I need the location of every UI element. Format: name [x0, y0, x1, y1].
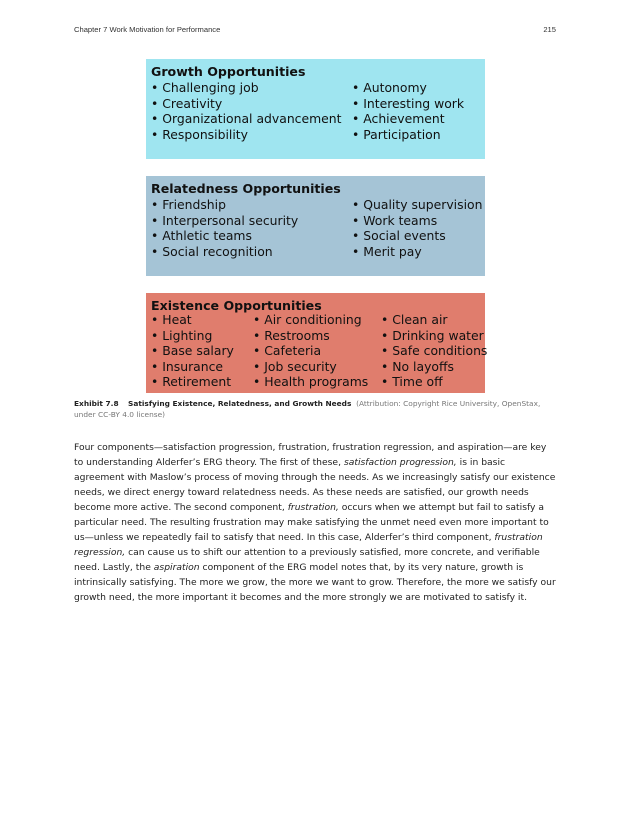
list-item: • Creativity — [151, 96, 342, 112]
emphasis-term: frustration regression, — [74, 532, 543, 558]
caption-title: Satisfying Existence, Relatedness, and Growth Needs — [128, 399, 352, 408]
list-item: • Lighting — [151, 328, 234, 344]
list-item: • Air conditioning — [253, 312, 368, 328]
list-item: • Time off — [381, 374, 487, 390]
list-item: • Merit pay — [352, 244, 482, 260]
existence-opportunities-box — [146, 293, 488, 393]
list-item: • Organizational advancement — [151, 111, 342, 127]
list-item: • Safe conditions — [381, 343, 487, 359]
text-run: occurs when we attempt but fail to satisfy a particular need. The resulting frustration may make satisfying the unmet need even more important to us—unless we repeatedly fail to satisfy that need. In this case, Alderfer’s third component, — [74, 502, 549, 543]
relatedness-list-col2 — [352, 197, 482, 259]
growth-opportunities-box — [146, 59, 485, 159]
text-run: Four components—satisfaction progression, frustration, frustration regression, and aspiration—are key to understanding Alderfer’s ERG theory. The first of these, — [74, 442, 547, 468]
list-item: • Responsibility — [151, 127, 342, 143]
list-item: • Heat — [151, 312, 234, 328]
chapter-title: Chapter 7 Work Motivation for Performance — [74, 25, 221, 34]
relatedness-opportunities-box — [146, 176, 485, 276]
list-item: • Cafeteria — [253, 343, 368, 359]
growth-list-col2 — [352, 80, 464, 142]
caption-label: Exhibit 7.8 — [74, 399, 119, 408]
list-item: • Athletic teams — [151, 228, 298, 244]
list-item: • Insurance — [151, 359, 234, 375]
page-number: 215 — [543, 25, 556, 34]
existence-list-col1 — [151, 312, 234, 390]
existence-list-col2 — [253, 312, 368, 390]
text-run: is in basic agreement with Maslow’s process of moving through the needs. As we increasingly satisfy our existence needs, we direct energy toward relatedness needs. As these needs are satisfied, our growth needs become more active. The second component, — [74, 457, 556, 513]
list-item: • Interesting work — [352, 96, 464, 112]
list-item: • Health programs — [253, 374, 368, 390]
list-item: • Clean air — [381, 312, 487, 328]
list-item: • Friendship — [151, 197, 298, 213]
emphasis-term: aspiration — [153, 562, 200, 573]
box-title: Growth Opportunities — [151, 64, 306, 79]
growth-list-col1 — [151, 80, 342, 142]
text-run: component of the ERG model notes that, by its very nature, growth is intrinsically satisfying. The more we grow, the more we want to grow. Therefore, the more we satisfy our growth need, the more important it becomes and the more strongly we are motivated to satisfy it. — [74, 562, 556, 603]
list-item: • Job security — [253, 359, 368, 375]
list-item: • Social recognition — [151, 244, 298, 260]
list-item: • Social events — [352, 228, 482, 244]
emphasis-term: frustration, — [287, 502, 339, 513]
list-item: • Work teams — [352, 213, 482, 229]
list-item: • Base salary — [151, 343, 234, 359]
list-item: • Challenging job — [151, 80, 342, 96]
body-paragraph — [74, 440, 556, 605]
caption-attribution: (Attribution: Copyright Rice University, OpenStax, under CC-BY 4.0 license) — [74, 399, 541, 419]
list-item: • Restrooms — [253, 328, 368, 344]
exhibit-caption — [74, 398, 556, 420]
box-title: Existence Opportunities — [151, 298, 322, 313]
list-item: • Quality supervision — [352, 197, 482, 213]
list-item: • Interpersonal security — [151, 213, 298, 229]
text-run: can cause us to shift our attention to a previously satisfied, more concrete, and verifiable need. Lastly, the — [74, 547, 540, 573]
existence-list-col3 — [381, 312, 487, 390]
relatedness-list-col1 — [151, 197, 298, 259]
list-item: • No layoffs — [381, 359, 487, 375]
list-item: • Achievement — [352, 111, 464, 127]
list-item: • Retirement — [151, 374, 234, 390]
paragraph — [74, 440, 556, 605]
list-item: • Drinking water — [381, 328, 487, 344]
box-title: Relatedness Opportunities — [151, 181, 341, 196]
list-item: • Autonomy — [352, 80, 464, 96]
list-item: • Participation — [352, 127, 464, 143]
emphasis-term: satisfaction progression, — [343, 457, 457, 468]
